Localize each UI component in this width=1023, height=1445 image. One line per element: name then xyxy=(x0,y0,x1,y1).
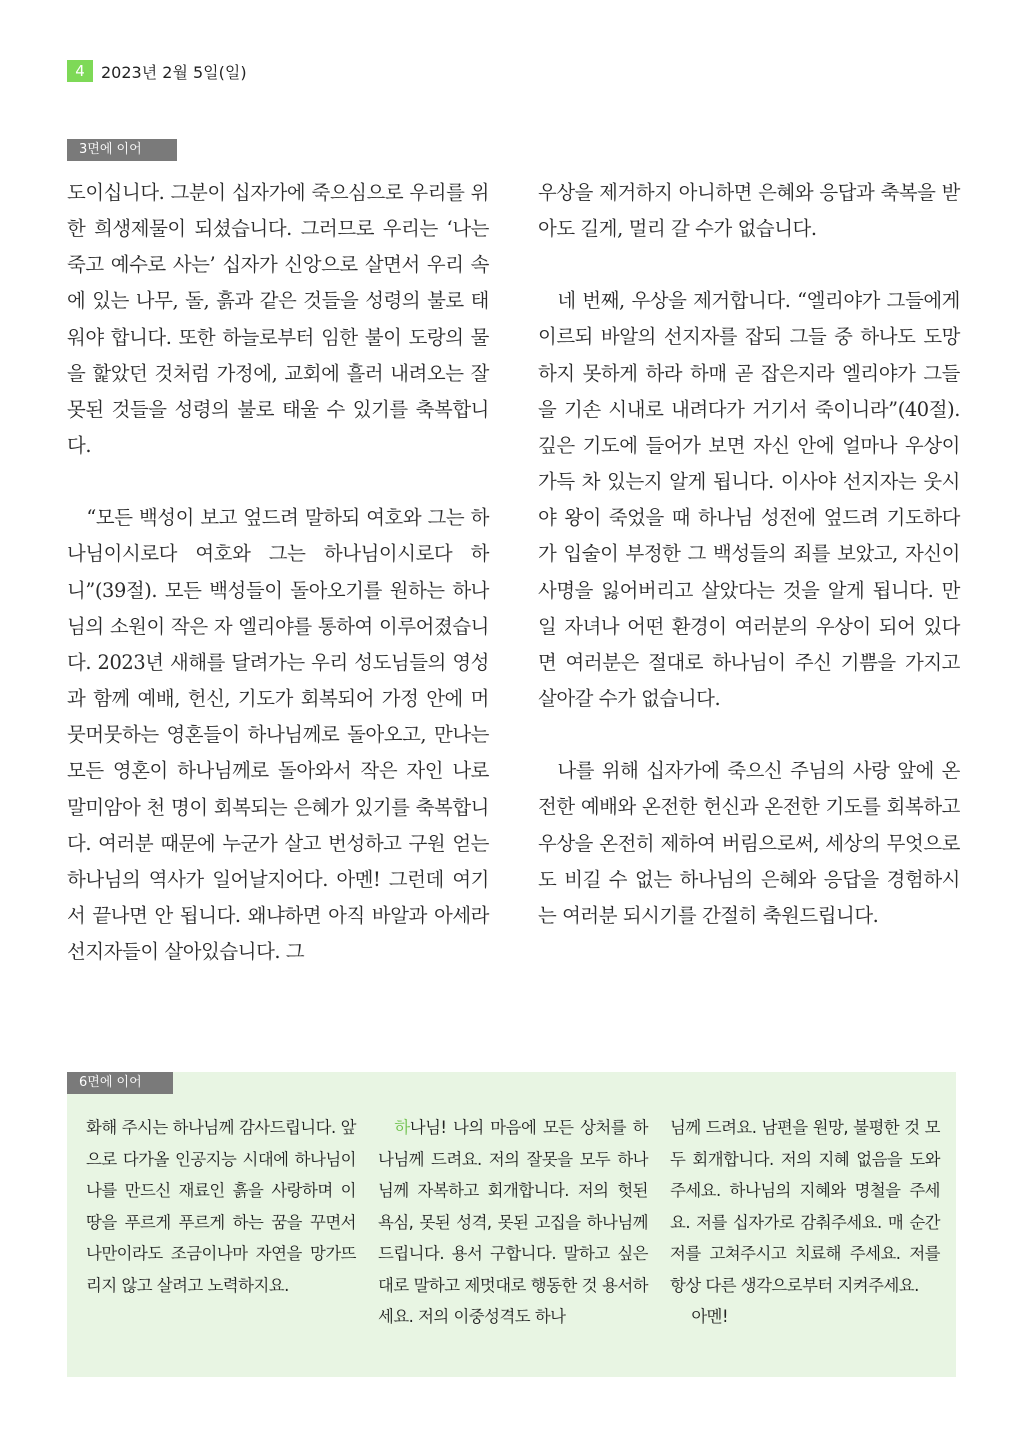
amen: 아멘! xyxy=(691,1307,729,1326)
continued-tag-bottom: 6면에 이어 xyxy=(67,1072,173,1094)
drop-cap: 하 xyxy=(394,1118,410,1137)
paragraph: 도이십니다. 그분이 십자가에 죽으심으로 우리를 위한 희생제물이 되셨습니다. 그러므로 우리는 ‘나는 죽고 예수로 사는’ 십자가 신앙으로 살면서 우리 속에 있는 나무, 돌, 흙과 같은 것들을 성령의 불로 태워야 합니다. 또한 하늘로부터 임한 불이 도랑의 물을 핥았던 것처럼 가정에, 교회에 흘러 내려오는 잘못된 것들을 성령의 불로 태울 수 있기를 축복합니다. xyxy=(67,181,489,458)
paragraph: 나를 위해 십자가에 죽으신 주님의 사랑 앞에 온전한 예배와 온전한 헌신과 온전한 기도를 회복하고 우상을 온전히 제하여 버림으로써, 세상의 무엇으로도 비길 수 없는 하나님의 은혜와 응답을 경험하시는 여러분 되시기를 간절히 축원드립니다. xyxy=(538,759,960,927)
paragraph: 우상을 제거하지 아니하면 은혜와 응답과 축복을 받아도 길게, 멀리 갈 수가 없습니다. xyxy=(538,181,960,241)
prayer-text: 님께 드려요. 남편을 원망, 불평한 것 모두 회개합니다. 저의 지혜 없음을 도와주세요. 하나님의 지혜와 명철을 주세요. 저를 십자가로 감춰주세요. 매 순간 저를 고쳐주시고 치료해 주세요. 저를 항상 다른 생각으로부터 지켜주세요. xyxy=(670,1118,940,1295)
page-header xyxy=(67,60,247,82)
prayer-text-body: 나님! 나의 마음에 모든 상처를 하나님께 드려요. 저의 잘못을 모두 하나님께 자복하고 회개합니다. 저의 헛된 욕심, 못된 성격, 못된 고집을 하나님께 드립니다. 용서 구합니다. 말하고 싶은 대로 말하고 제멋대로 행동한 것 용서하세요. 저의 이중성격도 하나 xyxy=(378,1118,648,1326)
prayer-text: 화해 주시는 하나님께 감사드립니다. 앞으로 다가올 인공지능 시대에 하나님이 나를 만드신 재료인 흙을 사랑하며 이 땅을 푸르게 푸르게 하는 꿈을 꾸면서 나만이라도 조금이나마 자연을 망가뜨리지 않고 살려고 노력하지요. xyxy=(86,1118,356,1295)
issue-date: 2023년 2월 5일(일) xyxy=(101,62,247,82)
prayer-column-1 xyxy=(86,1112,356,1301)
article-left-column xyxy=(67,175,489,970)
prayer-text xyxy=(378,1112,648,1333)
paragraph: 네 번째, 우상을 제거합니다. “엘리야가 그들에게 이르되 바알의 선지자를 잡되 그들 중 하나도 도망하지 못하게 하라 하매 곧 잡은지라 엘리야가 그들을 기손 시내로 내려다가 거기서 죽이니라”(40절). 깊은 기도에 들어가 보면 자신 안에 얼마나 우상이 가득 차 있는지 알게 됩니다. 이사야 선지자는 웃시야 왕이 죽었을 때 하나님 성전에 엎드려 기도하다가 입술이 부정한 그 백성들의 죄를 보았고, 자신이 사명을 잃어버리고 살았다는 것을 알게 됩니다. 만일 자녀나 어떤 환경이 여러분의 우상이 되어 있다면 여러분은 절대로 하나님이 주신 기쁨을 가지고 살아갈 수가 없습니다. xyxy=(538,289,960,711)
prayer-column-3 xyxy=(670,1112,940,1333)
paragraph: “모든 백성이 보고 엎드려 말하되 여호와 그는 하나님이시로다 여호와 그는 하나님이시로다 하니”(39절). 모든 백성들이 돌아오기를 원하는 하나님의 소원이 작은 자 엘리야를 통하여 이루어졌습니다. 2023년 새해를 달려가는 우리 성도님들의 영성과 함께 예배, 헌신, 기도가 회복되어 가정 안에 머뭇머뭇하는 영혼들이 하나님께로 돌아오고, 만나는 모든 영혼이 하나님께로 돌아와서 작은 자인 나로 말미암아 천 명이 회복되는 은혜가 있기를 축복합니다. 여러분 때문에 누군가 살고 번성하고 구원 얻는 하나님의 역사가 일어날지어다. 아멘! 그런데 여기서 끝나면 안 됩니다. 왜냐하면 아직 바알과 아세라 선지자들이 살아있습니다. 그 xyxy=(67,506,489,964)
article-right-column xyxy=(538,175,960,934)
prayer-column-2 xyxy=(378,1112,648,1333)
continued-tag-top: 3면에 이어 xyxy=(67,139,177,161)
page-number: 4 xyxy=(67,60,93,82)
